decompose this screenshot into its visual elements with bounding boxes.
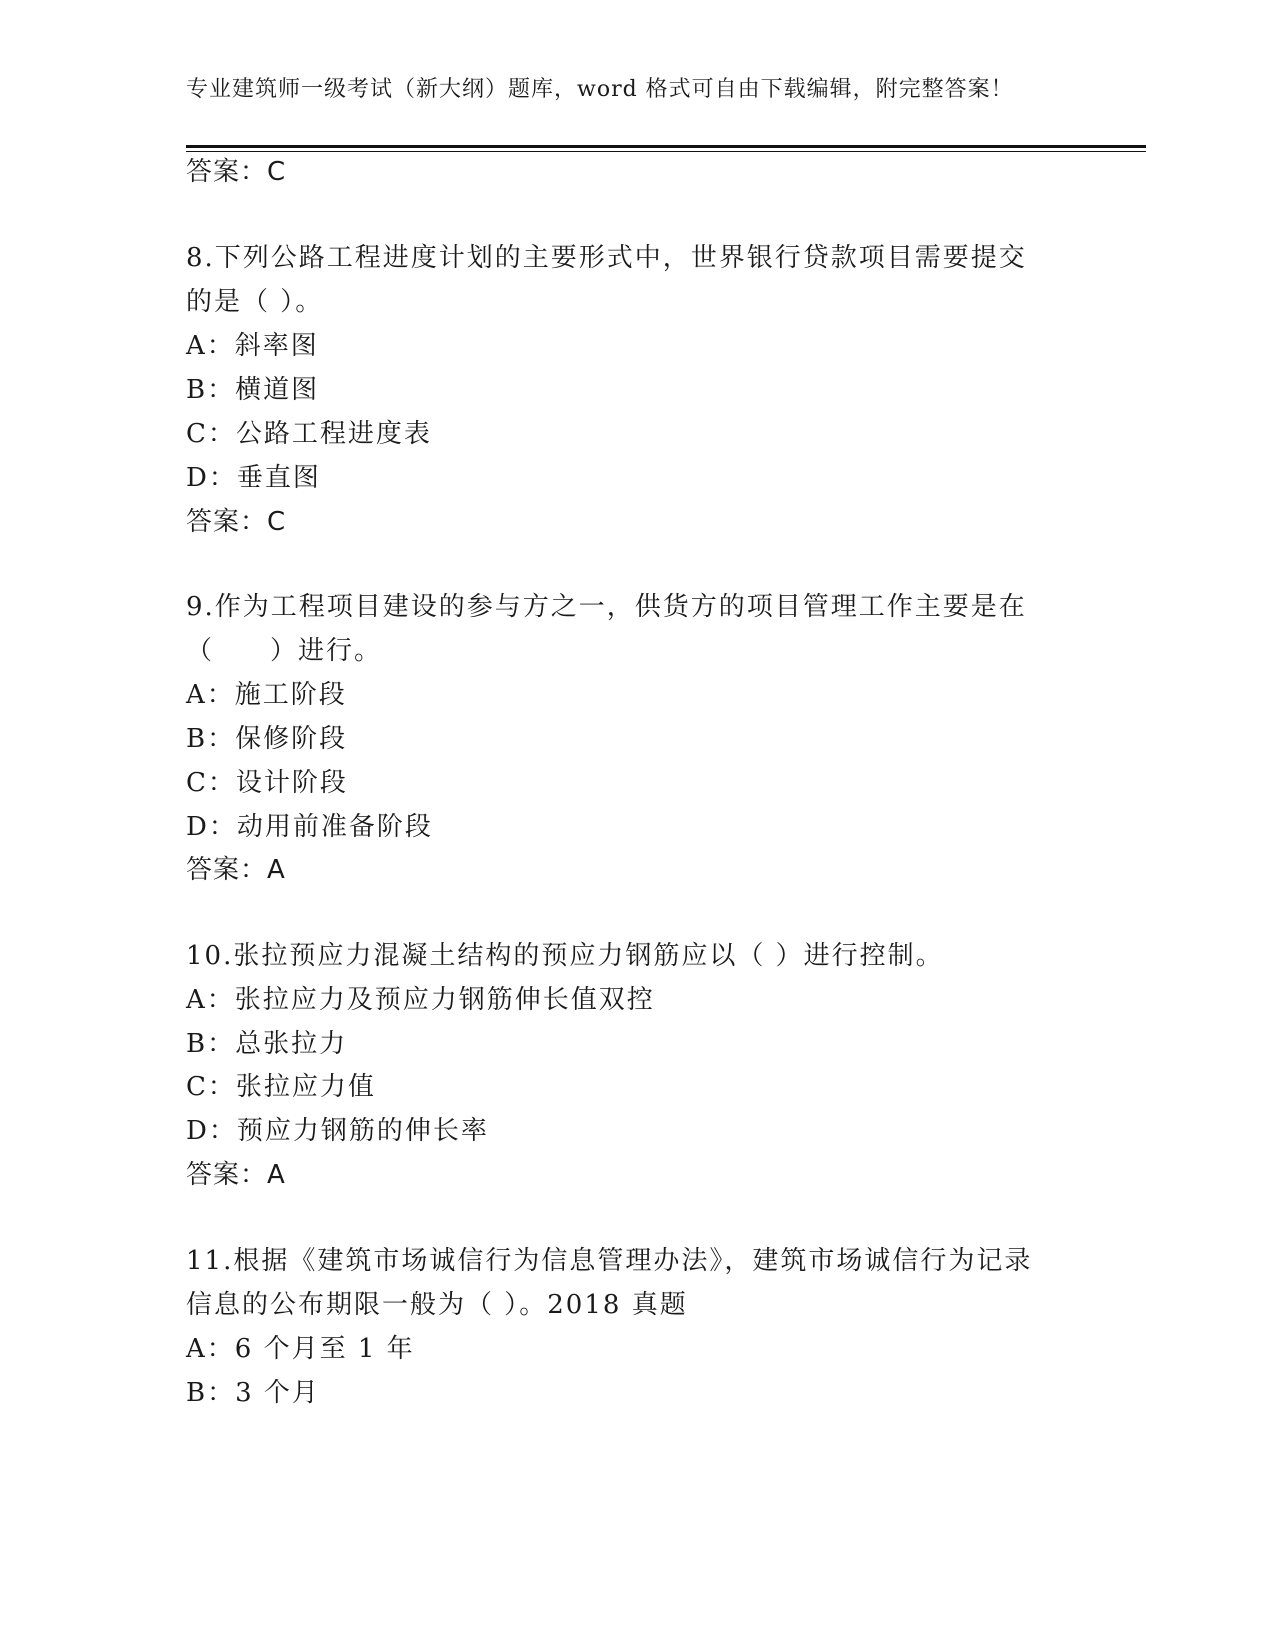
header-rule-thin bbox=[186, 151, 1146, 152]
question-stem-line: （ ）进行。 bbox=[186, 636, 383, 666]
option-a: A：张拉应力及预应力钢筋伸长值双控 bbox=[186, 985, 655, 1015]
answer: 答案：A bbox=[186, 855, 286, 885]
question-stem-line: 9.作为工程项目建设的参与方之一，供货方的项目管理工作主要是在 bbox=[186, 592, 1027, 622]
header-title: 专业建筑师一级考试（新大纲）题库，word 格式可自由下载编辑，附完整答案！ bbox=[186, 77, 1014, 102]
option-d: D：动用前准备阶段 bbox=[186, 812, 433, 842]
option-c: C：公路工程进度表 bbox=[186, 419, 432, 449]
answer-previous: 答案：C bbox=[186, 157, 287, 187]
option-d: D：垂直图 bbox=[186, 463, 321, 493]
option-a: A：6 个月至 1 年 bbox=[186, 1334, 415, 1364]
question-stem-line: 的是（ ）。 bbox=[186, 287, 324, 317]
option-b: B：保修阶段 bbox=[186, 724, 348, 754]
option-d: D：预应力钢筋的伸长率 bbox=[186, 1116, 489, 1146]
question-stem-line: 信息的公布期限一般为（ ）。2018 真题 bbox=[186, 1290, 688, 1320]
option-b: B：横道图 bbox=[186, 375, 320, 405]
answer: 答案：A bbox=[186, 1160, 286, 1190]
option-b: B：3 个月 bbox=[186, 1378, 320, 1408]
option-b: B：总张拉力 bbox=[186, 1029, 348, 1059]
question-stem-line: 8.下列公路工程进度计划的主要形式中，世界银行贷款项目需要提交 bbox=[186, 243, 1027, 273]
option-c: C：张拉应力值 bbox=[186, 1072, 376, 1102]
header-rule-thick bbox=[186, 145, 1146, 148]
option-c: C：设计阶段 bbox=[186, 768, 348, 798]
question-stem-line: 11.根据《建筑市场诚信行为信息管理办法》，建筑市场诚信行为记录 bbox=[186, 1246, 1033, 1276]
option-a: A：斜率图 bbox=[186, 331, 319, 361]
question-stem-line: 10.张拉预应力混凝土结构的预应力钢筋应以（ ）进行控制。 bbox=[186, 941, 944, 971]
option-a: A：施工阶段 bbox=[186, 680, 347, 710]
answer: 答案：C bbox=[186, 507, 287, 537]
